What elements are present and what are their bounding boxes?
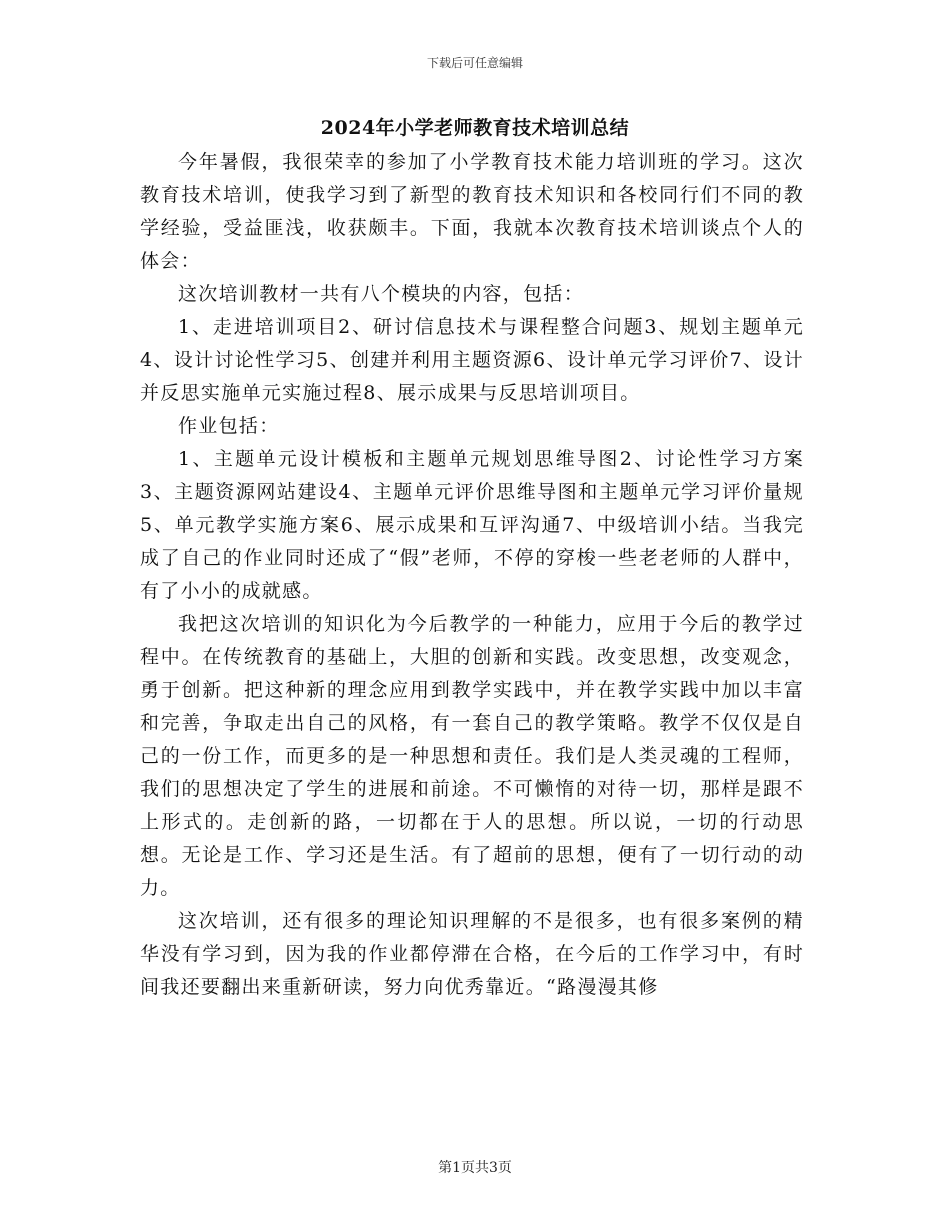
document-title: 2024年小学老师教育技术培训总结 bbox=[320, 117, 630, 139]
paragraph-conclusion: 这次培训，还有很多的理论知识理解的不是很多，也有很多案例的精华没有学习到，因为我的作业都停滞在合格，在今后的工作学习中，有时间我还要翻出来重新研读，努力向优秀靠近。“路漫漫其修 bbox=[140, 910, 804, 998]
paragraph-intro: 今年暑假，我很荣幸的参加了小学教育技术能力培训班的学习。这次教育技术培训，使我学习到了新型的教育技术知识和各校同行们不同的教学经验，受益匪浅，收获颇丰。下面，我就本次教育技术培训谈点个人的体会： bbox=[140, 151, 804, 272]
paragraph-reflection: 我把这次培训的知识化为今后教学的一种能力，应用于今后的教学过程中。在传统教育的基础上，大胆的创新和实践。改变思想，改变观念，勇于创新。把这种新的理念应用到教学实践中，并在教学实践中加以丰富和完善，争取走出自己的风格，有一套自己的教学策略。教学不仅仅是自己的一份工作，而更多的是一种思想和责任。我们是人类灵魂的工程师，我们的思想决定了学生的进展和前途。不可懒惰的对待一切，那样是跟不上形式的。走创新的路，一切都在于人的思想。所以说，一切的行动思想。无论是工作、学习还是生活。有了超前的思想，便有了一切行动的动力。 bbox=[140, 613, 804, 899]
page-header: 下载后可任意编辑 bbox=[426, 56, 523, 70]
paragraph-homework-list: 1、主题单元设计模板和主题单元规划思维导图2、讨论性学习方案3、主题资源网站建设4、主题单元评价思维导图和主题单元学习评价量规5、单元教学实施方案6、展示成果和互评沟通7、中级培训小结。当我完成了自己的作业同时还成了“假”老师，不停的穿梭一些老老师的人群中，有了小小的成就感。 bbox=[140, 448, 804, 602]
paragraph-modules-list: 1、走进培训项目2、研讨信息技术与课程整合问题3、规划主题单元4、设计讨论性学习5、创建并利用主题资源6、设计单元学习评价7、设计并反思实施单元实施过程8、展示成果与反思培训项目。 bbox=[140, 316, 804, 404]
page-footer: 第1页共3页 bbox=[438, 1160, 512, 1176]
paragraph-modules-intro: 这次培训教材一共有八个模块的内容，包括： bbox=[178, 283, 585, 305]
paragraph-homework-intro: 作业包括： bbox=[178, 415, 280, 437]
document-body bbox=[140, 146, 804, 1004]
